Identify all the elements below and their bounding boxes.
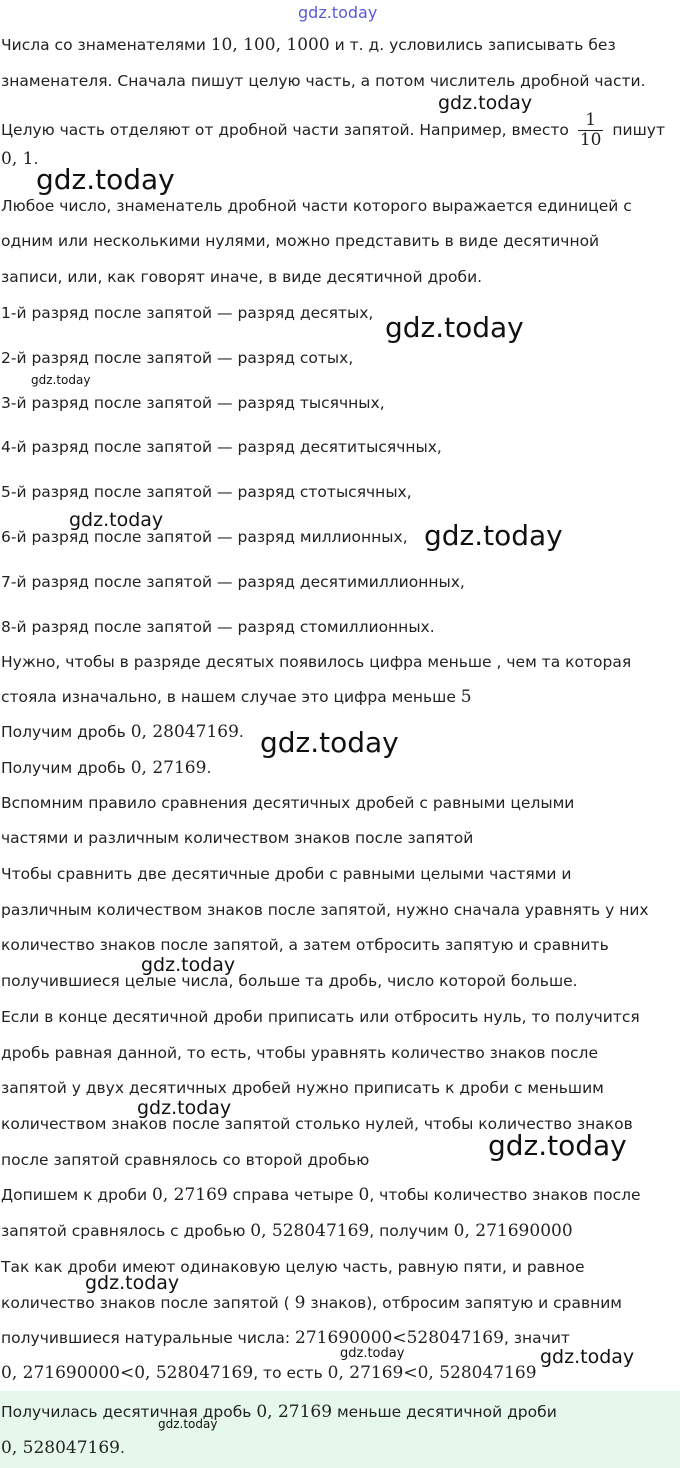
text-line: получившиеся целые числа, больше та дробь, число которой больше. xyxy=(1,972,578,990)
text-line: частями и различным количеством знаков после запятой xyxy=(1,829,474,847)
place-line: 6-й разряд после запятой — разряд миллионных, xyxy=(1,528,408,546)
watermark: gdz.today xyxy=(158,1417,218,1431)
watermark: gdz.today xyxy=(260,726,399,759)
text-line: после запятой сравнялось со второй дробью xyxy=(1,1151,370,1169)
place-line: 7-й разряд после запятой — разряд десятимиллионных, xyxy=(1,573,465,591)
text-line: Нужно, чтобы в разряде десятых появилось цифра меньше , чем та которая xyxy=(1,653,632,671)
text-line: Допишем к дроби 0, 27169 справа четыре 0, чтобы количество знаков после xyxy=(1,1185,641,1205)
text-line: Целую часть отделяют от дробной части запятой. Например, вместо $\frac{1}{10}$ пишут xyxy=(1,110,666,150)
place-line: 8-й разряд после запятой — разряд стомиллионных. xyxy=(1,618,435,636)
place-line: 2-й разряд после запятой — разряд сотых, xyxy=(1,349,354,367)
text-line: Получим дробь 0, 27169. xyxy=(1,758,212,778)
text-line: количество знаков после запятой ( 9 знаков), отбросим запятую и сравним xyxy=(1,1293,622,1313)
text-line: Вспомним правило сравнения десятичных дробей с равными целыми xyxy=(1,794,575,812)
text-line: Чтобы сравнить две десятичные дроби с равными целыми частями и xyxy=(1,865,572,883)
text-line: Так как дроби имеют одинаковую целую часть, равную пяти, и равное xyxy=(1,1258,585,1276)
place-line: 4-й разряд после запятой — разряд десятитысячных, xyxy=(1,438,442,456)
watermark: gdz.today xyxy=(141,954,236,976)
text-line: записи, или, как говорят иначе, в виде десятичной дроби. xyxy=(1,268,483,286)
text-line: Любое число, знаменатель дробной части которого выражается единицей с xyxy=(1,197,632,215)
text-line: Если в конце десятичной дроби приписать или отбросить нуль, то получится xyxy=(1,1008,640,1026)
watermark: gdz.today xyxy=(488,1129,627,1162)
conclusion-line: Получилась десятичная дробь 0, 27169 меньше десятичной дроби xyxy=(1,1402,557,1422)
watermark: gdz.today xyxy=(85,1272,180,1294)
text-line: Числа со знаменателями 10, 100, 1000 и т. д. условились записывать без xyxy=(1,35,616,55)
text-line: одним или несколькими нулями, можно представить в виде десятичной xyxy=(1,232,600,250)
watermark: gdz.today xyxy=(540,1346,635,1368)
text-line: Получим дробь 0, 28047169. xyxy=(1,722,244,742)
fraction: $\frac{1}{10}$ xyxy=(579,110,602,150)
place-line: 1-й разряд после запятой — разряд десятых, xyxy=(1,304,374,322)
text-line: дробь равная данной, то есть, чтобы уравнять количество знаков после xyxy=(1,1044,598,1062)
text-line: знаменателя. Сначала пишут целую часть, а потом числитель дробной части. xyxy=(1,72,646,90)
watermark: gdz.today xyxy=(69,509,164,531)
watermark: gdz.today xyxy=(31,373,91,387)
text-line: получившиеся натуральные числа: 271690000<528047169, значит xyxy=(1,1328,570,1348)
watermark: gdz.today xyxy=(36,163,175,196)
text-line: запятой сравнялось с дробью 0, 528047169, получим 0, 271690000 xyxy=(1,1221,573,1241)
watermark: gdz.today xyxy=(424,519,563,552)
header-watermark: gdz.today xyxy=(298,3,378,22)
text-line: запятой у двух десятичных дробей нужно приписать к дроби с меньшим xyxy=(1,1079,604,1097)
watermark: gdz.today xyxy=(438,92,533,114)
watermark: gdz.today xyxy=(340,1346,405,1361)
conclusion-line: 0, 528047169. xyxy=(1,1438,125,1458)
text-line: количество знаков после запятой, а затем отбросить запятую и сравнить xyxy=(1,936,609,954)
place-line: 5-й разряд после запятой — разряд стотысячных, xyxy=(1,483,412,501)
text-line: 0, 271690000<0, 528047169, то есть 0, 27169<0, 528047169 xyxy=(1,1363,537,1383)
watermark: gdz.today xyxy=(385,311,524,344)
watermark: gdz.today xyxy=(137,1097,232,1119)
text-line: различным количеством знаков после запятой, нужно сначала уравнять у них xyxy=(1,901,649,919)
place-line: 3-й разряд после запятой — разряд тысячных, xyxy=(1,394,385,412)
text-line: количеством знаков после запятой столько нулей, чтобы количество знаков xyxy=(1,1115,633,1133)
text-line: стояла изначально, в нашем случае это цифра меньше 5 xyxy=(1,687,472,707)
text-line: 0, 1. xyxy=(1,149,39,169)
